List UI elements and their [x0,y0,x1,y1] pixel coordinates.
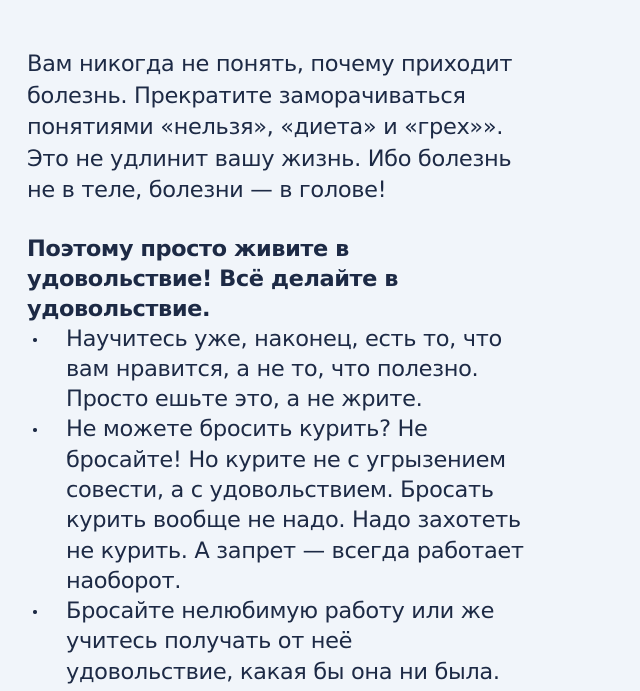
bold-heading [27,234,614,324]
bullet-dot-icon [33,428,37,432]
list-item-line: Не можете бросить курить? Не [66,416,428,443]
bullet-dot-icon [33,338,37,342]
list-item [27,324,614,415]
list-item-line: Научитесь уже, наконец, есть то, что [66,325,502,352]
list-item-line: удовольствие, какая бы она ни была. [66,658,500,685]
list-item-line: Просто ешьте это, а не жрите. [66,386,423,413]
list-item-line: вам нравится, а не то, что полезно. [66,355,479,382]
bullet-list [27,324,614,688]
list-item-line: наоборот. [66,567,182,594]
intro-line: Это не удлинит вашу жизнь. Ибо болезнь [27,145,512,172]
list-item-line: учитесь получать от неё [66,628,353,655]
list-item-line: бросайте! Но курите не с угрызением [66,446,506,473]
list-item [27,414,614,596]
intro-paragraph [27,49,614,207]
intro-line: понятиями «нельзя», «диета» и «грех»». [27,114,504,140]
list-item-line: не курить. А запрет — всегда работает [66,537,524,564]
list-item [27,596,614,687]
intro-line: Вам никогда не понять, почему приходит [27,51,513,77]
heading-line: удовольствие. [27,295,211,322]
heading-line: Поэтому просто живите в [27,235,349,262]
intro-line: болезнь. Прекратите заморачиваться [27,82,466,109]
heading-line: удовольствие! Всё делайте в [27,265,399,292]
list-item-line: курить вообще не надо. Надо захотеть [66,507,521,534]
intro-line: не в теле, болезни — в голове! [27,177,387,203]
bullet-dot-icon [33,610,37,614]
list-item-line: Бросайте нелюбимую работу или же [66,598,495,625]
list-item-line: совести, а с удовольствием. Бросать [66,476,494,503]
